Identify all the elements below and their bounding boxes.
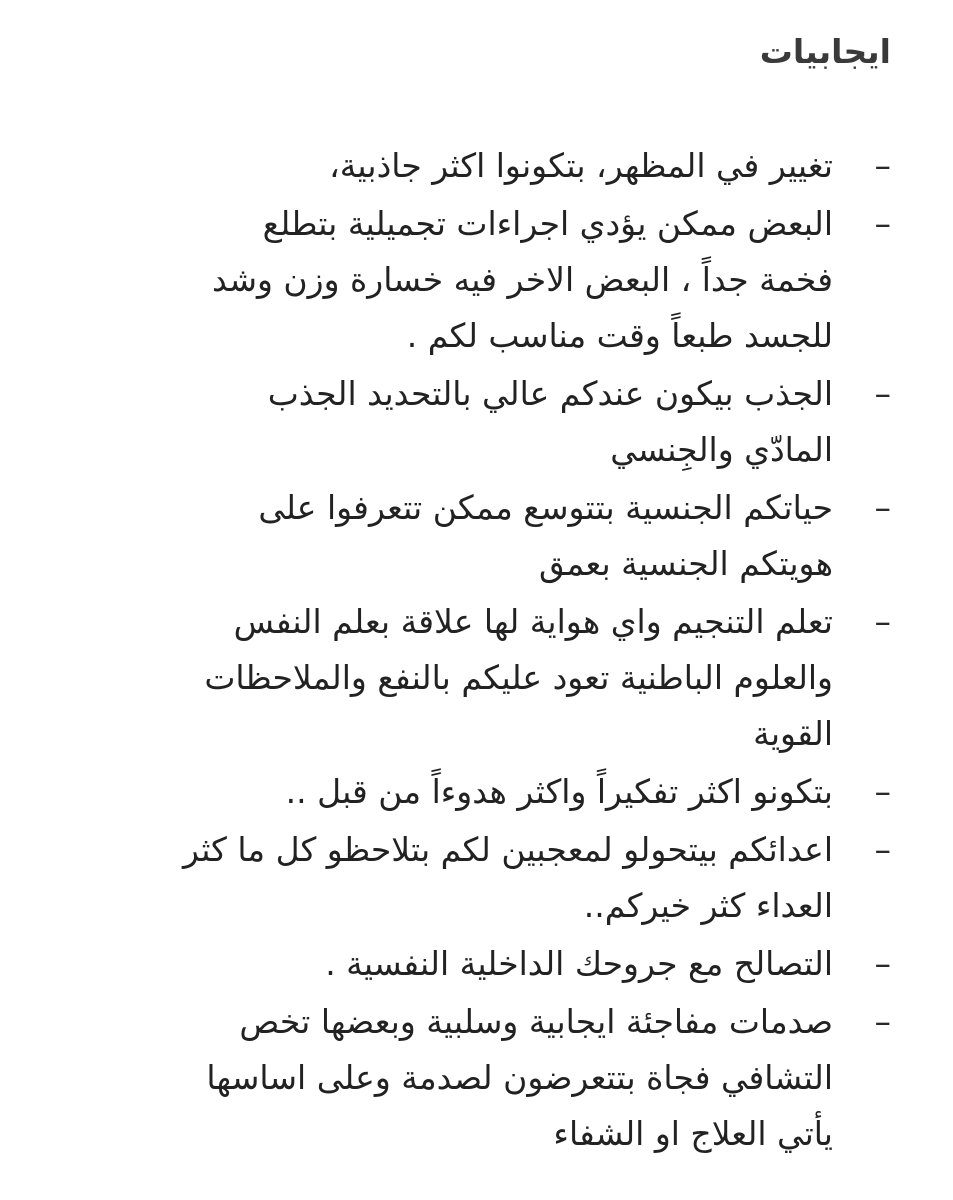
list-item <box>91 138 891 194</box>
text-line: صدمات مفاجئة ايجابية وسلبية وبعضها تخص <box>239 1002 833 1041</box>
list-item <box>91 822 891 934</box>
list-item <box>91 594 891 762</box>
text-line: البعض ممكن يؤدي اجراءات تجميلية بتطلع <box>262 204 833 243</box>
list-item <box>91 480 891 592</box>
bullet-list <box>91 138 891 1164</box>
list-item <box>91 366 891 478</box>
text-line: حياتكم الجنسية بتتوسع ممكن تتعرفوا على <box>258 488 833 527</box>
text-line: تعلم التنجيم واي هواية لها علاقة بعلم النفس <box>233 602 833 641</box>
bullet-dash: – <box>874 772 891 811</box>
text-line: التشافي فجاة بتتعرضون لصدمة وعلى اساسها <box>206 1058 833 1097</box>
list-item-text <box>91 138 833 194</box>
list-item-text <box>91 822 833 934</box>
text-line: الجذب بيكون عندكم عالي بالتحديد الجذب <box>267 374 833 413</box>
text-line: بتكونو اكثر تفكيراً واكثر هدوءاً من قبل .. <box>285 772 833 811</box>
text-line: التصالح مع جروحك الداخلية النفسية . <box>325 944 833 983</box>
text-line: اعدائكم بيتحولو لمعجبين لكم بتلاحظو كل ما كثر <box>183 830 833 869</box>
list-item-text <box>91 994 833 1162</box>
list-item-text <box>91 196 833 364</box>
list-item <box>91 994 891 1162</box>
list-item-text <box>91 366 833 478</box>
bullet-dash: – <box>874 830 891 869</box>
list-item <box>91 936 891 992</box>
text-line: والعلوم الباطنية تعود عليكم بالنفع والملاحظات <box>204 658 833 697</box>
text-line: هويتكم الجنسية بعمق <box>538 544 833 583</box>
text-line: تغيير في المظهر، بتكونوا اكثر جاذبية، <box>329 146 833 185</box>
bullet-dash: – <box>874 944 891 983</box>
bullet-dash: – <box>874 204 891 243</box>
section-heading: ايجابيات <box>759 32 891 71</box>
bullet-dash: – <box>874 374 891 413</box>
text-line: القوية <box>753 714 833 753</box>
bullet-dash: – <box>874 1002 891 1041</box>
bullet-dash: – <box>874 146 891 185</box>
list-item <box>91 764 891 820</box>
list-item <box>91 196 891 364</box>
text-line: العداء كثر خيركم.. <box>583 886 833 925</box>
list-item-text <box>91 480 833 592</box>
text-line: للجسد طبعاً وقت مناسب لكم . <box>406 316 833 355</box>
list-item-text <box>91 764 833 820</box>
text-line: يأتي العلاج او الشفاء <box>553 1114 833 1153</box>
bullet-dash: – <box>874 602 891 641</box>
bullet-dash: – <box>874 488 891 527</box>
text-line: فخمة جداً ، البعض الاخر فيه خسارة وزن وشد <box>212 260 833 299</box>
list-item-text <box>91 936 833 992</box>
text-line: المادّي والجِنسي <box>610 430 833 469</box>
list-item-text <box>91 594 833 762</box>
